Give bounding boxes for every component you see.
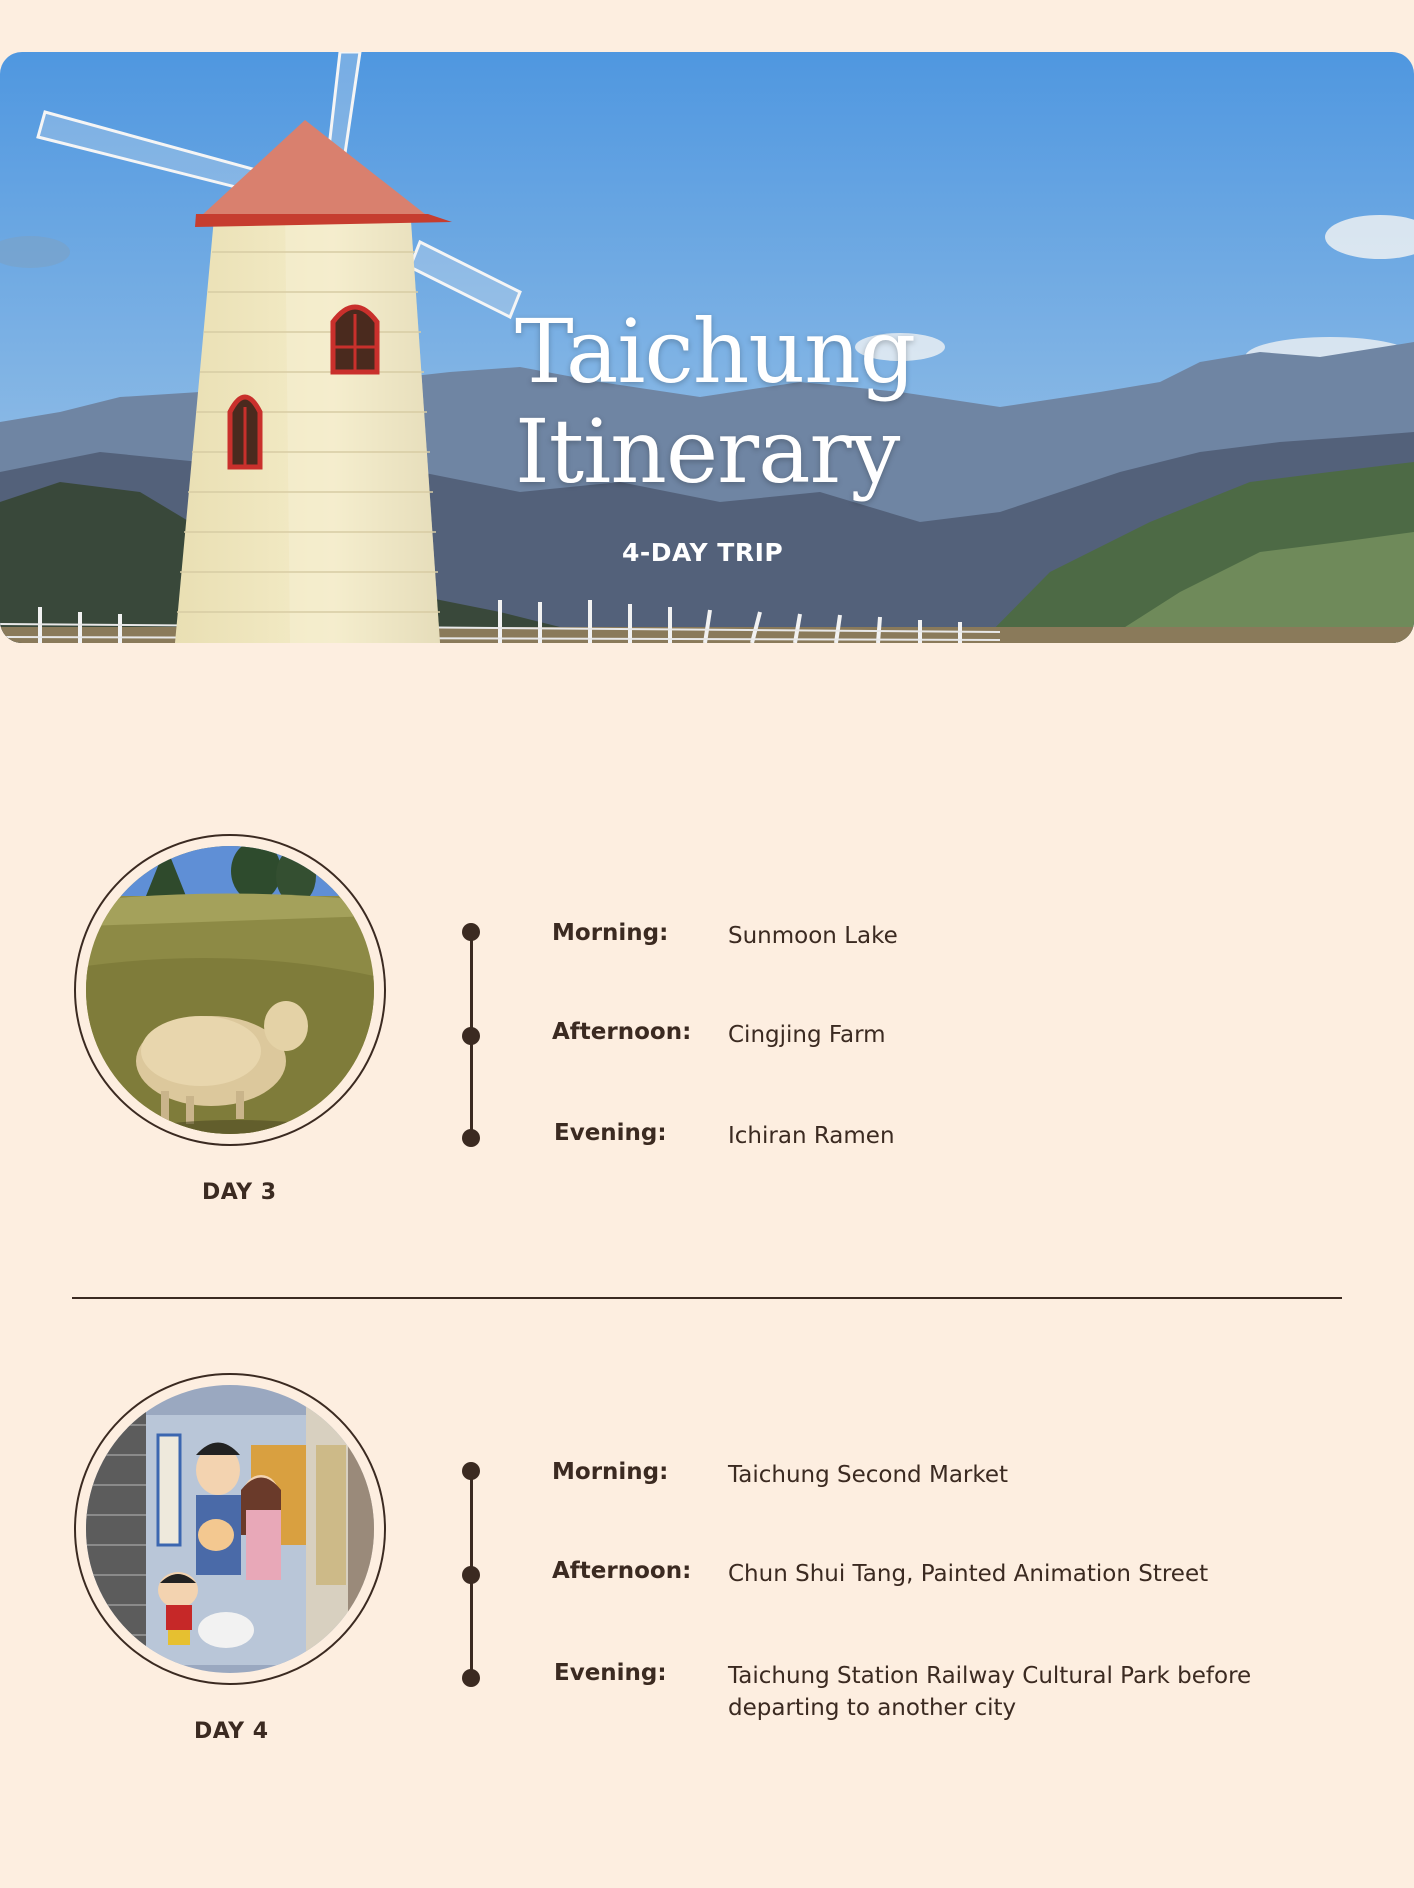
day-4-afternoon-label: Afternoon: — [552, 1558, 692, 1584]
day-4-evening-value: Taichung Station Railway Cultural Park before departing to another city — [728, 1663, 1252, 1721]
day-3-timeline-dot-evening — [462, 1129, 480, 1147]
day-3-morning-label: Morning: — [552, 920, 669, 946]
day-3-timeline-dot-afternoon — [462, 1027, 480, 1045]
day-4-timeline-dot-evening — [462, 1669, 480, 1687]
day-3-afternoon-label: Afternoon: — [552, 1019, 692, 1045]
day-3-evening-value: Ichiran Ramen — [728, 1123, 895, 1149]
sheep-on-grass-photo — [86, 846, 374, 1134]
day-3-timeline-dot-morning — [462, 923, 480, 941]
day-4-timeline-dot-afternoon — [462, 1566, 480, 1584]
hero-title — [515, 302, 915, 502]
day-3-morning-value: Sunmoon Lake — [728, 923, 898, 949]
day-4-label: DAY 4 — [194, 1719, 269, 1744]
day-4-afternoon-value: Chun Shui Tang, Painted Animation Street — [728, 1561, 1209, 1587]
hero-subtitle: 4-DAY TRIP — [622, 538, 784, 567]
hero-banner — [0, 52, 1414, 643]
day-4-morning-label: Morning: — [552, 1459, 669, 1485]
day-3-afternoon-value: Cingjing Farm — [728, 1022, 886, 1048]
hero-title-line2: Itinerary — [515, 400, 900, 503]
day-3-evening-label: Evening: — [554, 1120, 667, 1146]
day-4-timeline-dot-morning — [462, 1462, 480, 1480]
hero-title-line1: Taichung — [515, 300, 916, 403]
day-4-evening-label: Evening: — [554, 1660, 667, 1686]
day-4-morning-value: Taichung Second Market — [728, 1462, 1009, 1488]
cartoon-mural-photo — [86, 1385, 374, 1673]
day-3-label: DAY 3 — [202, 1180, 277, 1205]
day-4-photo-frame — [74, 1373, 386, 1685]
section-divider — [72, 1297, 1342, 1299]
day-3-photo-frame — [74, 834, 386, 1146]
